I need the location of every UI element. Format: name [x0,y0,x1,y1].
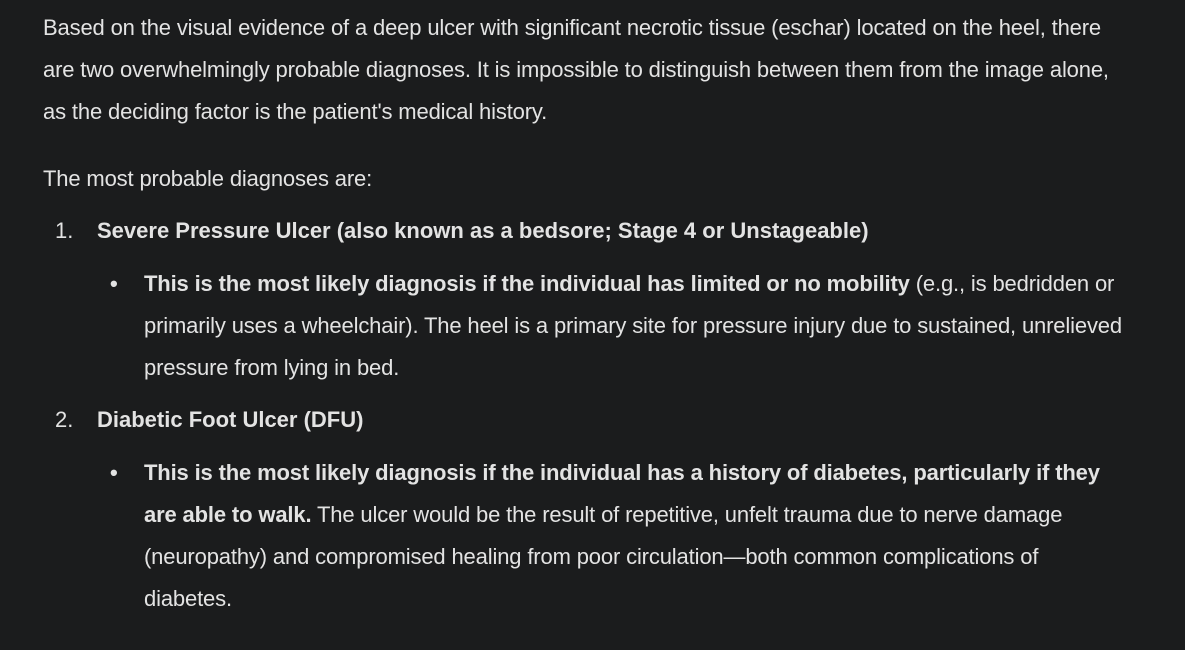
diagnosis-item-pressure-ulcer [43,210,1165,389]
diagnosis-title: Diabetic Foot Ulcer (DFU) [97,407,364,432]
diagnosis-condition: This is the most likely diagnosis if the individual has limited or no mobility [144,271,910,296]
lead-text: The most probable diagnoses are: [43,166,373,191]
list-number: 1. [55,218,74,243]
diagnosis-list [43,210,1165,620]
intro-paragraph: Based on the visual evidence of a deep ulcer with significant necrotic tissue (eschar) located on the heel, there are two overwhelmingly probable diagnoses. It is impossible to distinguish between them from the image alone, as the deciding factor is the patient's medical history. [43,15,1109,124]
diagnosis-condition: This is the most likely diagnosis if the individual has a history of diabetes, particularly if they are able to walk. [144,460,1100,527]
diagnosis-item-diabetic-foot-ulcer [43,399,1165,620]
bullet-icon: • [110,271,118,296]
diagnosis-detail [97,452,1124,620]
diagnosis-explanation: The ulcer would be the result of repetitive, unfelt trauma due to nerve damage (neuropathy) and compromised healing from poor circulation—both common complications of diabetes. [144,502,1063,611]
diagnosis-title: Severe Pressure Ulcer (also known as a bedsore; Stage 4 or Unstageable) [97,218,869,243]
diagnosis-detail [97,263,1124,389]
list-number: 2. [55,407,74,432]
bullet-icon: • [110,460,118,485]
diagnosis-explanation: (e.g., is bedridden or primarily uses a wheelchair). The heel is a primary site for pressure injury due to sustained, unrelieved pressure from lying in bed. [144,271,1122,380]
